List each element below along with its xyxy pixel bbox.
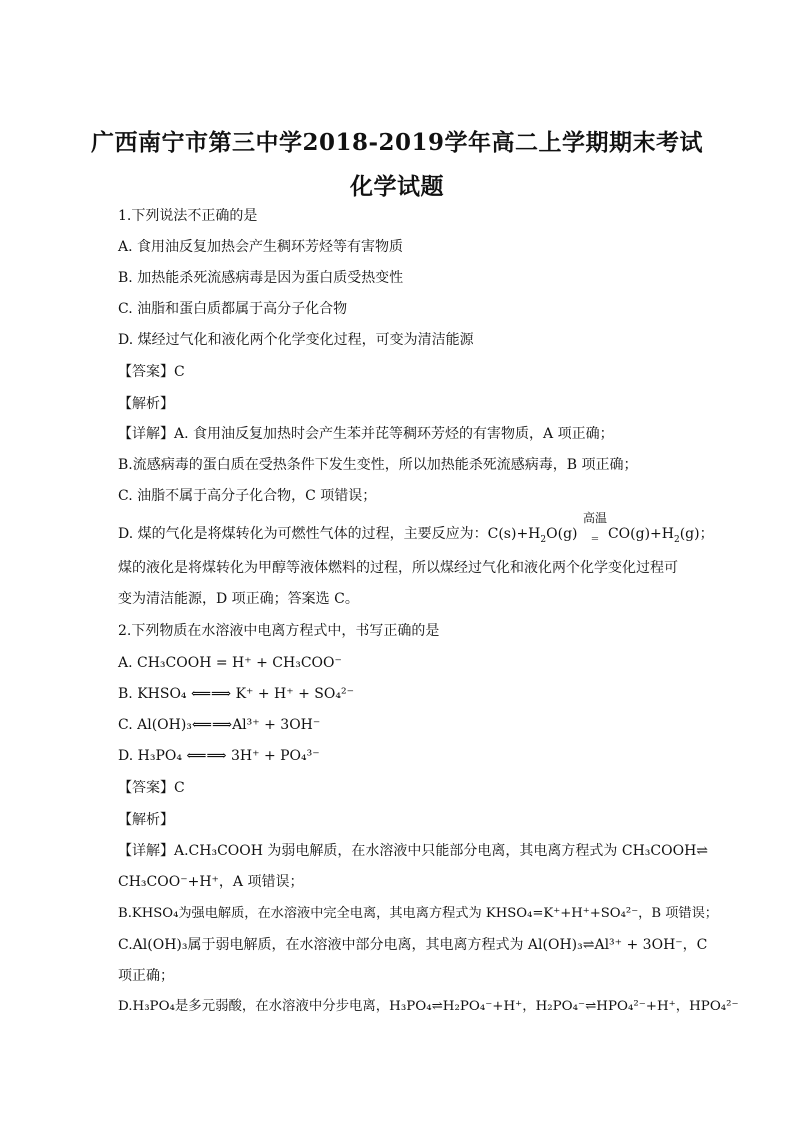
q2-option-a: A. CH₃COOH = H⁺ + CH₃COO⁻ (118, 655, 342, 671)
q2-detail-c-line2: 项正确； (118, 968, 174, 984)
document-title: 广西南宁市第三中学2018-2019学年高二上学期期末考试 (90, 129, 704, 156)
q1-detail-d-equation (118, 511, 714, 545)
q1-detail-b: B.流感病毒的蛋白质在受热条件下发生变性，所以加热能杀死流感病毒，B 项正确； (118, 457, 638, 473)
q1-detail-a: 【详解】A. 食用油反复加热时会产生苯并芘等稠环芳烃的有害物质，A 项正确； (118, 426, 614, 442)
q2-option-c: C. Al(OH)₃⟸⟹Al³⁺ + 3OH⁻ (118, 717, 321, 733)
q2-analysis-label: 【解析】 (118, 812, 174, 828)
eq-sub-h2: 2 (673, 534, 680, 545)
document-subtitle: 化学试题 (350, 173, 444, 200)
q2-option-d: D. H₃PO₄ ⟸⟹ 3H⁺ + PO₄³⁻ (118, 748, 320, 764)
q2-detail-b: B.KHSO₄为强电解质，在水溶液中完全电离，其电离方程式为 KHSO₄=K⁺+H⁺+SO₄²⁻，B 项错误； (118, 906, 718, 921)
q1-answer: 【答案】C (118, 364, 185, 380)
reaction-condition: 高温 (582, 511, 607, 525)
q2-stem: 2.下列物质在水溶液中电离方程式中，书写正确的是 (118, 623, 440, 639)
eq-prefix: D. 煤的气化是将煤转化为可燃性气体的过程，主要反应为：C(s)+H (118, 526, 541, 542)
q1-option-a: A. 食用油反复加热会产生稠环芳烃等有害物质 (118, 239, 404, 255)
q2-detail-c: C.Al(OH)₃属于弱电解质，在水溶液中部分电离，其电离方程式为 Al(OH)₃⇌Al³⁺ + 3OH⁻，C (118, 937, 708, 953)
q2-detail-a-line2: CH₃COO⁻+H⁺，A 项错误； (118, 874, 304, 890)
q1-option-b: B. 加热能杀死流感病毒是因为蛋白质受热变性 (118, 270, 404, 286)
eq-end: (g)； (679, 526, 714, 542)
eq-sub-h2o: 2 (540, 534, 547, 545)
eq-reactant: O(g) (546, 526, 578, 542)
q1-analysis-label: 【解析】 (118, 396, 174, 412)
eq-product: CO(g)+H (607, 526, 674, 542)
q1-detail-d-line3: 变为清洁能源，D 项正确；答案选 C。 (118, 591, 359, 607)
q1-option-d: D. 煤经过气化和液化两个化学变化过程，可变为清洁能源 (118, 332, 474, 348)
q2-answer: 【答案】C (118, 780, 185, 796)
q2-detail-d: D.H₃PO₄是多元弱酸，在水溶液中分步电离，H₃PO₄⇌H₂PO₄⁻+H⁺，H₂PO₄⁻⇌HPO₄²⁻+H⁺，HPO₄²⁻ (118, 999, 739, 1014)
reaction-equals-mark: = (590, 534, 600, 545)
q1-stem: 1.下列说法不正确的是 (118, 208, 258, 224)
q1-detail-d-line2: 煤的液化是将煤转化为甲醇等液体燃料的过程，所以煤经过气化和液化两个化学变化过程可 (118, 560, 678, 576)
q2-option-b: B. KHSO₄ ⟸⟹ K⁺ + H⁺ + SO₄²⁻ (118, 686, 354, 702)
q2-detail-a: 【详解】A.CH₃COOH 为弱电解质，在水溶液中只能部分电离，其电离方程式为 CH₃COOH⇌ (118, 843, 709, 859)
q1-option-c: C. 油脂和蛋白质都属于高分子化合物 (118, 301, 348, 317)
reaction-arrow (582, 511, 608, 545)
q1-detail-c: C. 油脂不属于高分子化合物，C 项错误； (118, 488, 377, 504)
